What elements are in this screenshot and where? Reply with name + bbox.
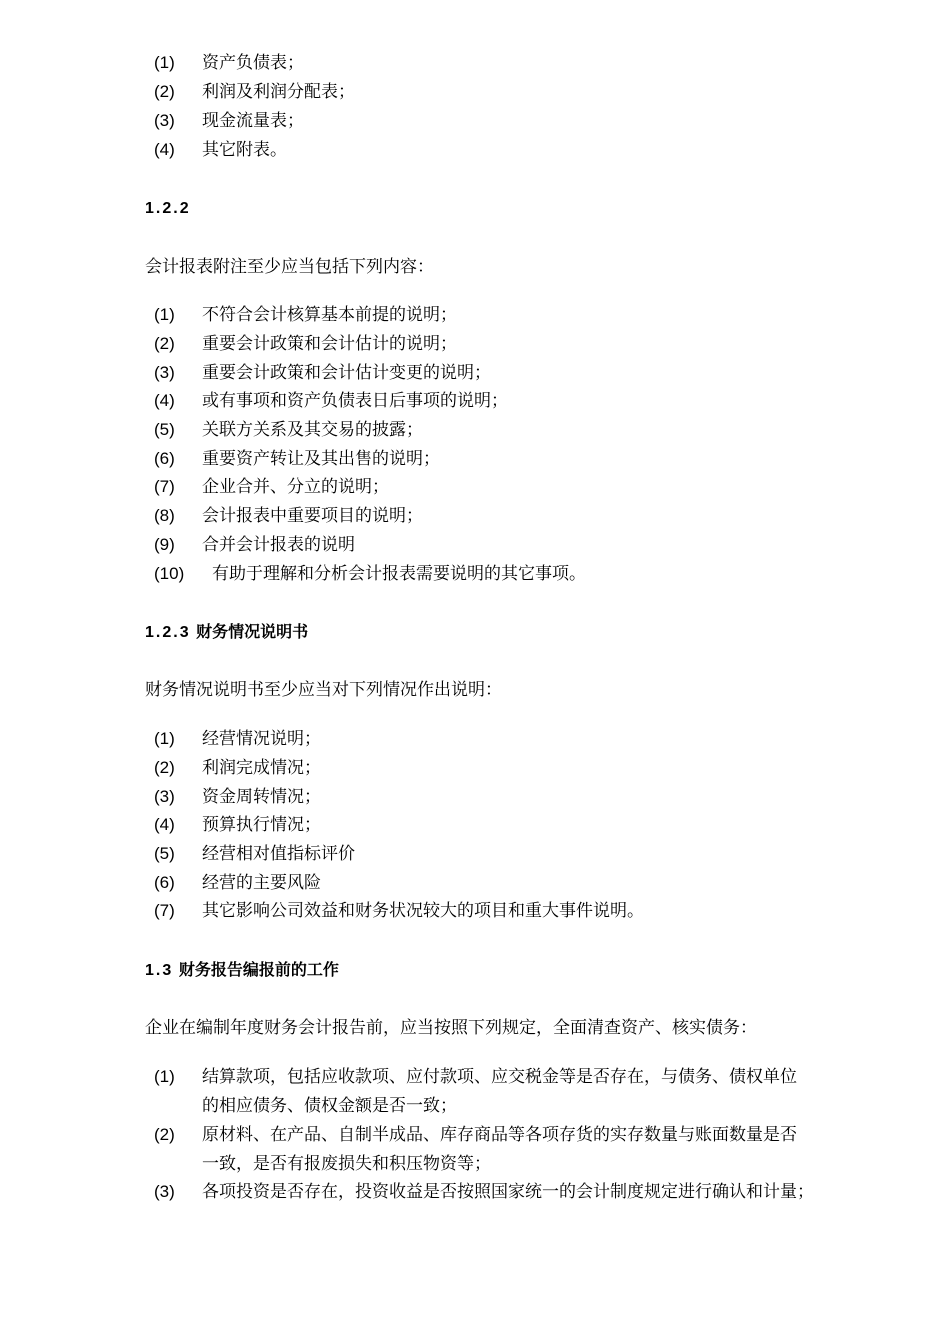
item-number: (3) — [154, 787, 175, 806]
section-intro: 企业在编制年度财务会计报告前，应当按照下列规定，全面清查资产、核实债务： — [145, 1018, 757, 1038]
section-intro: 会计报表附注至少应当包括下列内容： — [145, 257, 434, 277]
item-text: 企业合并、分立的说明； — [202, 477, 389, 497]
section-intro: 财务情况说明书至少应当对下列情况作出说明： — [145, 680, 502, 700]
item-number: (5) — [154, 844, 175, 863]
item-text: 资产负债表； — [202, 53, 304, 73]
item-text: 资金周转情况； — [202, 787, 321, 807]
item-text: 利润及利润分配表； — [202, 82, 355, 102]
item-text-line-2: 一致，是否有报废损失和积压物资等； — [202, 1154, 491, 1174]
item-text: 重要会计政策和会计估计的说明； — [202, 334, 457, 354]
item-number: (1) — [154, 305, 175, 324]
item-text: 关联方关系及其交易的披露； — [202, 420, 423, 440]
item-text: 利润完成情况； — [202, 758, 321, 778]
item-number: (2) — [154, 1125, 175, 1144]
item-text-line-2: 的相应债务、债权金额是否一致； — [202, 1096, 457, 1116]
item-text: 其它附表。 — [202, 140, 287, 160]
item-number: (2) — [154, 758, 175, 777]
item-number: (7) — [154, 477, 175, 496]
item-text: 不符合会计核算基本前提的说明； — [202, 305, 457, 325]
section-number: 1.2.2 — [145, 200, 191, 217]
item-text-line-1: 原材料、在产品、自制半成品、库存商品等各项存货的实存数量与账面数量是否 — [202, 1125, 797, 1145]
section-number: 1.2.3 — [145, 624, 191, 641]
item-number: (3) — [154, 1182, 175, 1201]
item-number: (8) — [154, 506, 175, 525]
item-text: 重要会计政策和会计估计变更的说明； — [202, 363, 491, 383]
section-number: 1.3 — [145, 962, 174, 979]
item-text: 合并会计报表的说明 — [202, 535, 355, 555]
section-heading — [145, 959, 339, 982]
item-number: (4) — [154, 815, 175, 834]
item-number: (3) — [154, 111, 175, 130]
section-title: 财务情况说明书 — [196, 622, 309, 641]
item-number: (5) — [154, 420, 175, 439]
item-number: (2) — [154, 334, 175, 353]
item-text: 会计报表中重要项目的说明； — [202, 506, 423, 526]
item-number: (10) — [154, 564, 185, 583]
item-number: (1) — [154, 1067, 175, 1086]
item-text: 经营的主要风险 — [202, 873, 321, 893]
item-number: (1) — [154, 53, 175, 72]
item-text: 其它影响公司效益和财务状况较大的项目和重大事件说明。 — [202, 901, 644, 921]
section-heading — [145, 621, 308, 644]
item-text-line-1: 结算款项，包括应收款项、应付款项、应交税金等是否存在，与债务、债权单位 — [202, 1067, 797, 1087]
section-heading — [145, 197, 191, 220]
item-number: (1) — [154, 729, 175, 748]
item-text: 预算执行情况； — [202, 815, 321, 835]
item-number: (6) — [154, 873, 175, 892]
item-text: 有助于理解和分析会计报表需要说明的其它事项。 — [212, 564, 586, 584]
item-text: 经营情况说明； — [202, 729, 321, 749]
item-number: (4) — [154, 140, 175, 159]
section-title: 财务报告编报前的工作 — [178, 960, 339, 979]
item-number: (9) — [154, 535, 175, 554]
item-text: 现金流量表； — [202, 111, 304, 131]
item-number: (7) — [154, 901, 175, 920]
item-number: (2) — [154, 82, 175, 101]
item-text-line-1: 各项投资是否存在，投资收益是否按照国家统一的会计制度规定进行确认和计量； — [202, 1182, 814, 1202]
item-number: (4) — [154, 391, 175, 410]
item-number: (6) — [154, 449, 175, 468]
item-text: 或有事项和资产负债表日后事项的说明； — [202, 391, 508, 411]
item-number: (3) — [154, 363, 175, 382]
item-text: 重要资产转让及其出售的说明； — [202, 449, 440, 469]
item-text: 经营相对值指标评价 — [202, 844, 355, 864]
